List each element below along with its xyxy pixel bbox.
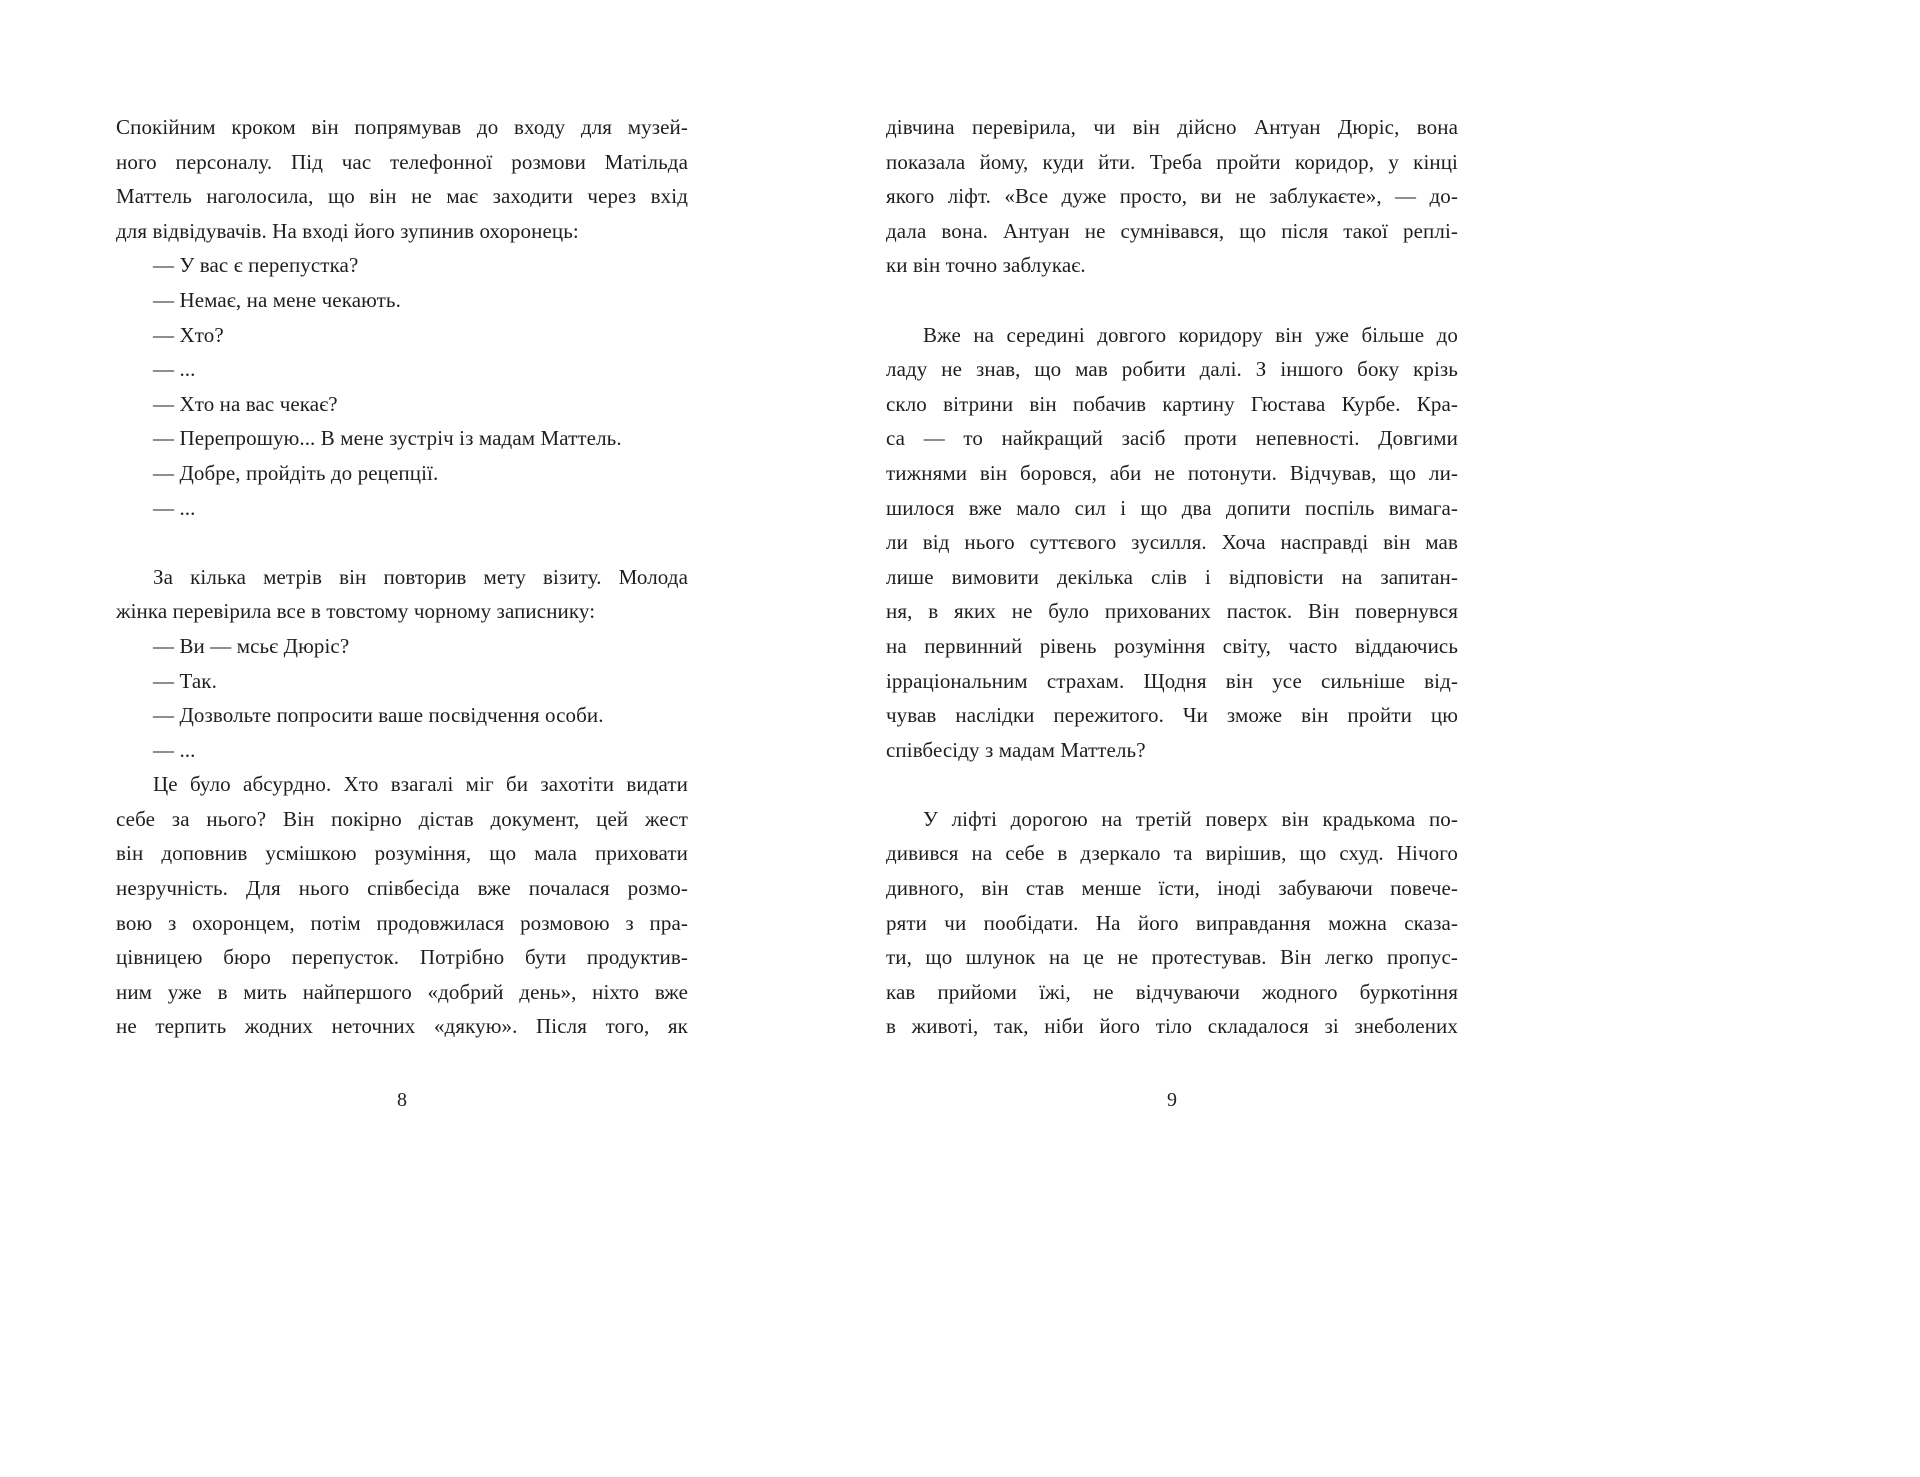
text-line: — Добре, пройдіть до рецепції. [153, 460, 439, 485]
text-line: Вже на середині довгого коридору він уже більше до [923, 322, 1458, 347]
page-number: 9 [1167, 1089, 1177, 1111]
text-line: якого ліфт. «Все дуже просто, ви не заблукаєте», — до- [886, 184, 1458, 209]
text-line: — ... [153, 357, 196, 382]
text-line: — ... [153, 495, 196, 520]
text-line: дивного, він став менше їсти, іноді забуваючи повече- [886, 876, 1458, 901]
paragraph [886, 802, 1458, 1044]
text-line: ня, в яких не було прихованих пасток. Він повернувся [886, 599, 1458, 624]
text-line: незручність. Для нього співбесіда вже почалася розмо- [116, 876, 688, 901]
text-line: для відвідувачів. На вході його зупинив охоронець: [116, 218, 579, 243]
paragraph [886, 110, 1458, 283]
text-line: — Хто на вас чекає? [153, 391, 338, 416]
text-line: цівницею бюро перепусток. Потрібно бути продуктив- [116, 945, 688, 970]
text-line: дала вона. Антуан не сумнівався, що після такої реплі- [886, 218, 1458, 243]
text-line: вою з охоронцем, потім продовжилася розмовою з пра- [116, 910, 688, 935]
text-line: ти, що шлунок на це не протестував. Він легко пропус- [886, 945, 1458, 970]
text-line: ки він точно заблукає. [886, 253, 1086, 278]
text-line: ним уже в мить найпершого «добрий день», ніхто вже [116, 979, 688, 1004]
text-line: дівчина перевірила, чи він дійсно Антуан Дюріс, вона [886, 115, 1458, 139]
dialogue-line [116, 664, 688, 699]
text-line: За кілька метрів він повторив мету візиту. Молода [153, 564, 688, 589]
text-line: в животі, так, ніби його тіло складалося зі знеболених [886, 1014, 1458, 1039]
text-line: ладу не знав, що мав робити далі. З іншого боку крізь [886, 357, 1458, 382]
text-line: тижнями він боровся, аби не потонути. Відчував, що ли- [886, 460, 1458, 485]
text-line: кав прийоми їжі, не відчуваючи жодного буркотіння [886, 979, 1458, 1004]
page-text [886, 110, 1458, 1044]
text-line: показала йому, куди йти. Треба пройти коридор, у кінці [886, 149, 1458, 174]
text-line: дивився на себе в дзеркало та вирішив, що схуд. Нічого [886, 841, 1458, 866]
dialogue-line [116, 387, 688, 422]
text-line: чував наслідки пережитого. Чи зможе він пройти цю [886, 703, 1458, 728]
text-line: Спокійним кроком він попрямував до входу для музей- [116, 115, 688, 139]
text-line: — Перепрошую... В мене зустріч із мадам Маттель. [153, 426, 622, 451]
text-line: на первинний рівень розуміння світу, часто віддаючись [886, 633, 1458, 658]
dialogue-line [116, 248, 688, 283]
text-line: — Дозвольте попросити ваше посвідчення особи. [153, 703, 604, 728]
dialogue-line [116, 733, 688, 768]
text-line: не терпить жодних неточних «дякую». Після того, як [116, 1014, 688, 1039]
dialogue-line [116, 421, 688, 456]
text-line: ного персоналу. Під час телефонної розмови Матільда [116, 149, 688, 174]
page-8 [116, 0, 688, 1477]
text-line: Маттель наголосила, що він не має заходити через вхід [116, 184, 688, 209]
text-line: У ліфті дорогою на третій поверх він крадькома по- [923, 806, 1458, 831]
text-line: ірраціональним страхам. Щодня він усе сильніше від- [886, 668, 1458, 693]
dialogue-line [116, 318, 688, 353]
text-line: — ... [153, 737, 196, 762]
text-line: — Немає, на мене чекають. [153, 287, 401, 312]
text-line: ряти чи пообідати. На його виправдання можна сказа- [886, 910, 1458, 935]
paragraph [116, 767, 688, 1044]
text-line: са — то найкращий засіб проти непевності. Довгими [886, 426, 1458, 451]
dialogue-line [116, 491, 688, 526]
text-line: — Так. [153, 668, 217, 693]
text-line: Це було абсурдно. Хто взагалі міг би захотіти видати [153, 772, 688, 797]
text-line: він доповнив усмішкою розуміння, що мала приховати [116, 841, 688, 866]
text-line: — У вас є перепустка? [153, 253, 359, 278]
paragraph [116, 560, 688, 629]
text-line: — Хто? [153, 322, 224, 347]
page-text [116, 110, 688, 1044]
dialogue-line [116, 698, 688, 733]
text-line: лише вимовити декілька слів і відповісти на запитан- [886, 564, 1458, 589]
text-line: співбесіду з мадам Маттель? [886, 737, 1146, 762]
text-line: себе за нього? Він покірно дістав документ, цей жест [116, 806, 688, 831]
paragraph [116, 110, 688, 248]
dialogue-line [116, 283, 688, 318]
page-9 [886, 0, 1458, 1477]
paragraph [886, 318, 1458, 768]
text-line: ли від нього суттєвого зусилля. Хоча насправді він мав [886, 530, 1458, 555]
page-number: 8 [397, 1089, 407, 1111]
text-line: шилося вже мало сил і що два допити поспіль вимага- [886, 495, 1458, 520]
text-line: жінка перевірила все в товстому чорному записнику: [116, 599, 596, 624]
text-line: — Ви — мсьє Дюріс? [153, 633, 350, 658]
text-line: скло вітрини він побачив картину Гюстава Курбе. Кра- [886, 391, 1458, 416]
dialogue-line [116, 629, 688, 664]
dialogue-line [116, 352, 688, 387]
dialogue-line [116, 456, 688, 491]
